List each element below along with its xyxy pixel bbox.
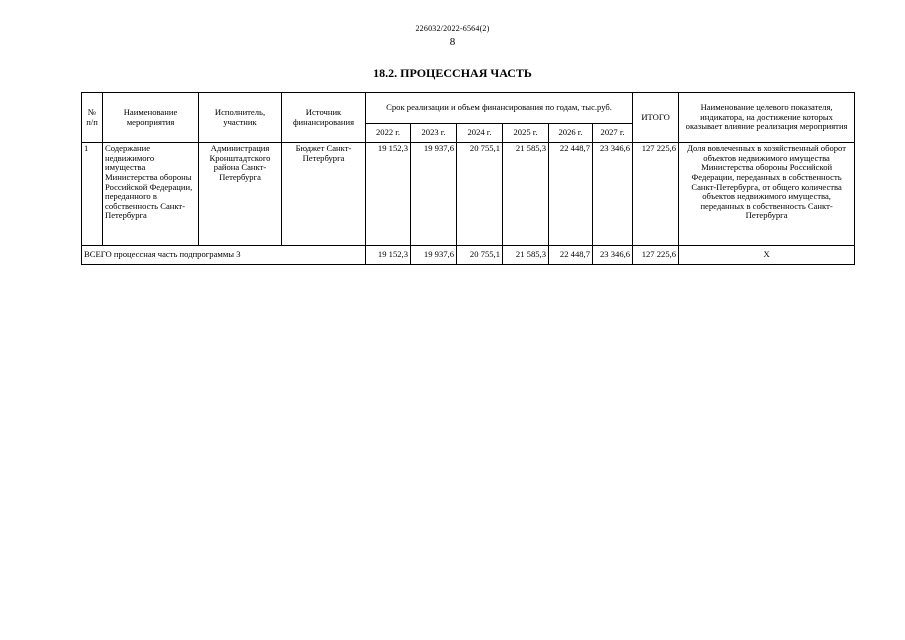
row-activity-name: Содержание недвижимого имущества Министерства обороны Российской Федерации, переданного в собственность Санкт-Петербурга: [103, 143, 199, 246]
header-year: 2023 г.: [411, 124, 457, 143]
total-value-2024: 20 755,1: [457, 246, 503, 265]
page-number: 8: [449, 36, 456, 48]
row-indicator: Доля вовлеченных в хозяйственный оборот объектов недвижимого имущества Министерства обороны Российской Федерации, переданных в собственность Санкт-Петербурга, от общего количества объектов недвижимого имущества, переданных в собственность Санкт-Петербурга: [679, 143, 855, 246]
header-total: ИТОГО: [633, 93, 679, 143]
table-total-row: [82, 246, 855, 265]
header-activity-name: Наименование мероприятия: [103, 93, 199, 143]
header-period-funding: Срок реализации и объем финансирования по годам, тыс.руб.: [366, 93, 633, 124]
header-funding-source: Источник финансирования: [282, 93, 366, 143]
section-title: 18.2. ПРОЦЕССНАЯ ЧАСТЬ: [373, 66, 532, 80]
row-value-2023: 19 937,6: [411, 143, 457, 246]
row-total: 127 225,6: [633, 143, 679, 246]
total-indicator: Х: [679, 246, 855, 265]
total-value-2027: 23 346,6: [593, 246, 633, 265]
header-year: 2026 г.: [549, 124, 593, 143]
row-num: 1: [82, 143, 103, 246]
row-value-2026: 22 448,7: [549, 143, 593, 246]
row-funding-source: Бюджет Санкт-Петербурга: [282, 143, 366, 246]
process-part-table: [81, 92, 855, 265]
total-grand: 127 225,6: [633, 246, 679, 265]
table-row: [82, 143, 855, 246]
header-num: № п/п: [82, 93, 103, 143]
total-value-2025: 21 585,3: [503, 246, 549, 265]
total-label: ВСЕГО процессная часть подпрограммы 3: [82, 246, 366, 265]
row-value-2025: 21 585,3: [503, 143, 549, 246]
row-value-2024: 20 755,1: [457, 143, 503, 246]
header-year: 2025 г.: [503, 124, 549, 143]
document-code: 226032/2022-6564(2): [415, 24, 490, 33]
total-value-2022: 19 152,3: [366, 246, 411, 265]
header-year: 2022 г.: [366, 124, 411, 143]
header-year: 2027 г.: [593, 124, 633, 143]
header-year: 2024 г.: [457, 124, 503, 143]
header-indicator: Наименование целевого показателя, индикатора, на достижение которых оказывает влияние реализация мероприятия: [679, 93, 855, 143]
table-header-row: [82, 93, 855, 124]
total-value-2026: 22 448,7: [549, 246, 593, 265]
total-value-2023: 19 937,6: [411, 246, 457, 265]
row-executor: Администрация Кронштадтского района Санкт-Петербурга: [199, 143, 282, 246]
row-value-2027: 23 346,6: [593, 143, 633, 246]
header-executor: Исполнитель, участник: [199, 93, 282, 143]
row-value-2022: 19 152,3: [366, 143, 411, 246]
